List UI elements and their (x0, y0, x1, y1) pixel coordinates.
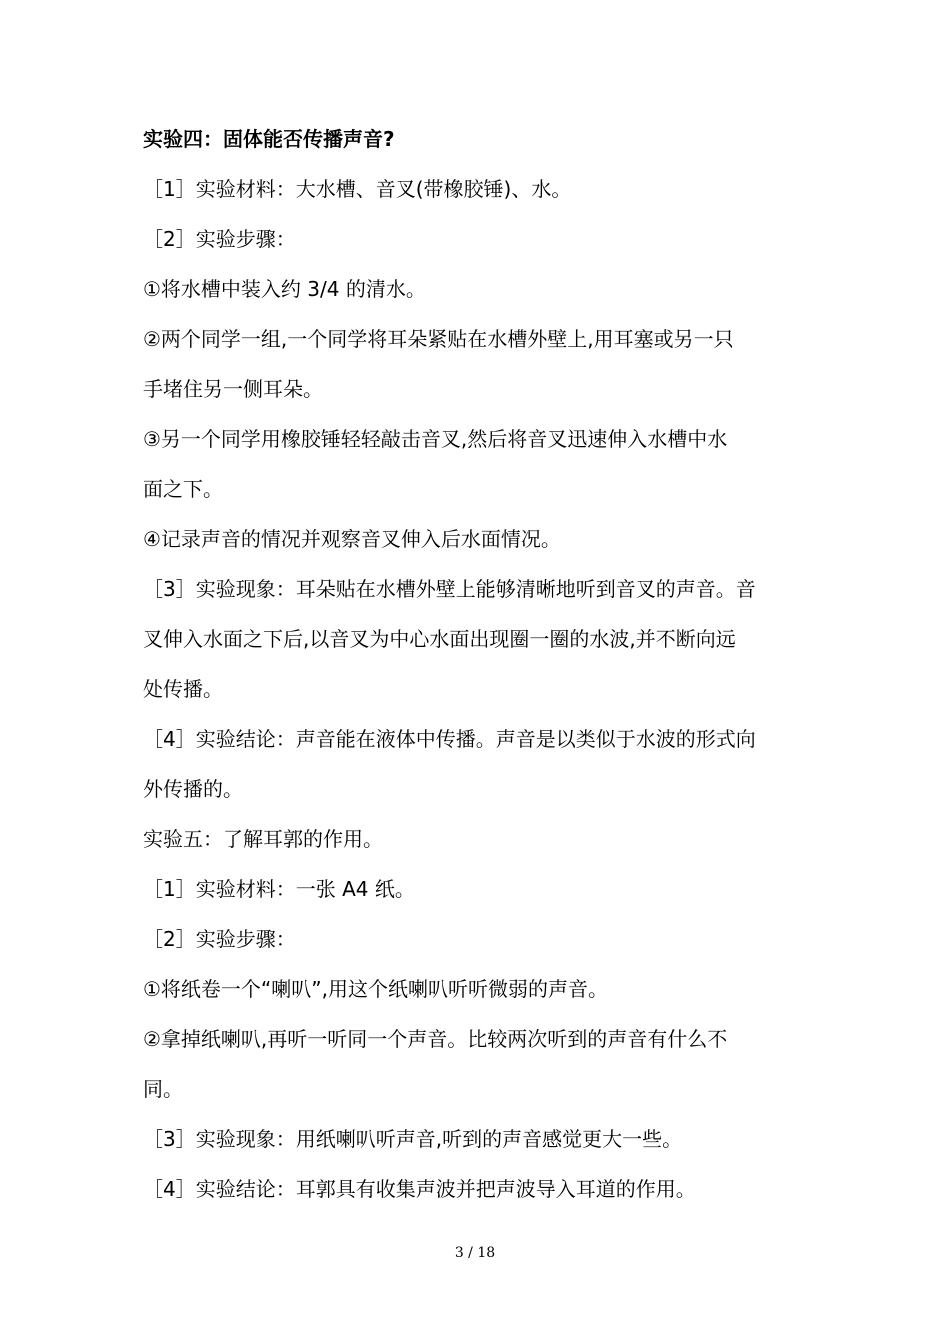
section-heading: 实验四：固体能否传播声音? (143, 127, 395, 151)
document-body (143, 114, 811, 1214)
text-line: ［4］实验结论：耳郭具有收集声波并把声波导入耳道的作用。 (143, 1177, 696, 1201)
text-line: ［2］实验步骤： (143, 227, 296, 251)
text-line: 处传播。 (143, 677, 223, 701)
text-line: 实验五：了解耳郭的作用。 (143, 827, 383, 851)
text-line: ［3］实验现象：耳朵贴在水槽外壁上能够清晰地听到音叉的声音。音 (143, 577, 756, 601)
text-line: ［4］实验结论：声音能在液体中传播。声音是以类似于水波的形式向 (143, 727, 756, 751)
text-line: ④记录声音的情况并观察音叉伸入后水面情况。 (143, 527, 561, 551)
text-line: ①将纸卷一个“喇叭”,用这个纸喇叭听听微弱的声音。 (143, 977, 609, 1001)
text-line: 外传播的。 (143, 777, 243, 801)
text-line: ③另一个同学用橡胶锤轻轻敲击音叉,然后将音叉迅速伸入水槽中水 (143, 427, 728, 451)
text-line: ①将水槽中装入约 3/4 的清水。 (143, 277, 426, 301)
text-line: ［1］实验材料：大水槽、音叉(带橡胶锤)、水。 (143, 177, 572, 201)
text-line: ②两个同学一组,一个同学将耳朵紧贴在水槽外壁上,用耳塞或另一只 (143, 327, 734, 351)
page-number: 3 / 18 (454, 1245, 496, 1261)
text-line: 叉伸入水面之下后,以音叉为中心水面出现圈一圈的水波,并不断向远 (143, 627, 736, 651)
text-line: ［3］实验现象：用纸喇叭听声音,听到的声音感觉更大一些。 (143, 1127, 683, 1151)
text-line: 同。 (143, 1077, 183, 1101)
text-line: 手堵住另一侧耳朵。 (143, 377, 323, 401)
text-line: ［2］实验步骤： (143, 927, 296, 951)
text-line: ②拿掉纸喇叭,再听一听同一个声音。比较两次听到的声音有什么不 (143, 1027, 728, 1051)
text-line: ［1］实验材料：一张 A4 纸。 (143, 877, 415, 901)
text-line: 面之下。 (143, 477, 223, 501)
